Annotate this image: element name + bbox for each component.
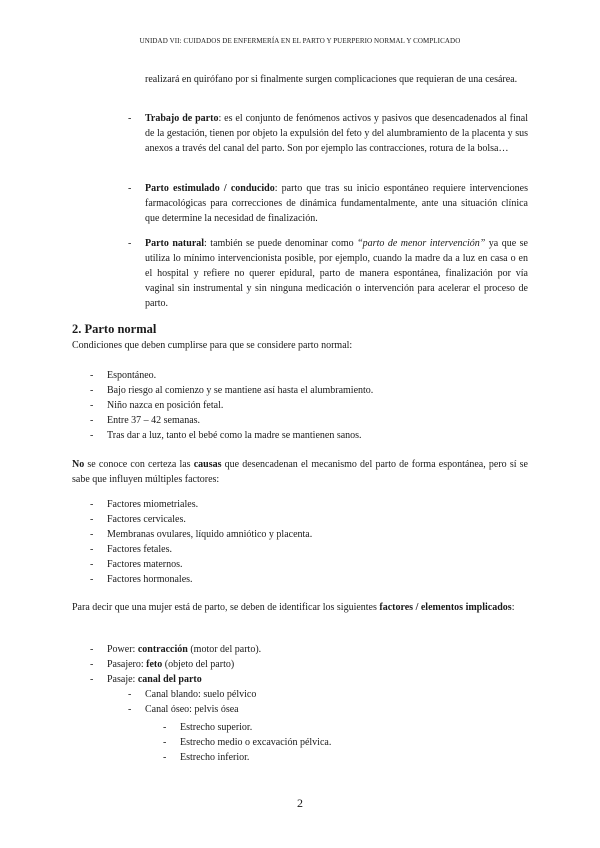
- item-text: (objeto del parto): [162, 659, 235, 670]
- bullet-dash: -: [128, 113, 132, 124]
- bullet-dash: -: [128, 183, 132, 194]
- list-item: [90, 642, 510, 657]
- list-item: [90, 672, 510, 687]
- page-number: 2: [297, 796, 303, 810]
- item-text: Power:: [107, 644, 138, 655]
- list-item: - Canal óseo: pelvis ósea: [128, 702, 508, 717]
- list-item: - Niño nazca en posición fetal.: [90, 398, 510, 413]
- paragraph-text: Para decir que una mujer está de parto, se deben de identificar los siguientes: [72, 602, 380, 613]
- list-item: - Bajo riesgo al comienzo y se mantiene así hasta el alumbramiento.: [90, 383, 510, 398]
- term: Parto natural: [145, 238, 205, 249]
- definition-parto-estimulado: [128, 181, 528, 226]
- bullet-dash: -: [128, 238, 132, 249]
- list-item: - Estrecho inferior.: [163, 750, 503, 765]
- factors-list: [90, 497, 510, 587]
- bold-text: contracción: [137, 644, 188, 655]
- bold-text: canal del parto: [137, 674, 202, 685]
- definition-trabajo-de-parto: [128, 111, 528, 156]
- bold-text: causas: [193, 459, 222, 470]
- definition-text: ya que se utiliza lo mínimo intervencionista posible, por ejemplo, cuando la madre da a luz en casa o en el hospital y refiere no querer epidural, parto de manera espontánea, finalización por vía vaginal sin instrumental y sin ninguna medicación o intervención para acelerar el proceso de parto.: [145, 238, 528, 309]
- elements-list: [90, 642, 510, 687]
- section-heading: 2. Parto normal: [72, 322, 157, 336]
- running-header: UNIDAD VII: CUIDADOS DE ENFERMERÍA EN EL PARTO Y PUERPERIO NORMAL Y COMPLICADO: [139, 37, 461, 45]
- definition-text: : también se puede denominar como: [204, 238, 358, 249]
- definition-parto-natural: [128, 236, 528, 311]
- list-item: - Factores miometriales.: [90, 497, 510, 512]
- term: Parto estimulado / conducido: [145, 183, 275, 194]
- italic-quote: “parto de menor intervención”: [357, 238, 486, 249]
- list-item: - Factores hormonales.: [90, 572, 510, 587]
- item-text: (motor del parto).: [187, 644, 262, 655]
- list-item: [90, 657, 510, 672]
- definition-text: : es el conjunto de fenómenos activos y pasivos que desencadenados al final de la gestación, tienen por objeto la expulsión del feto y del alumbramiento de la placenta y sus anexos a través del canal del parto. Son por ejemplo las contracciones, rotura de la bolsa…: [145, 113, 528, 154]
- definition-text: : parto que tras su inicio espontáneo requiere intervenciones farmacológicas para correcciones de dinámica fundamentalmente, ante una situación clínica que determine la necesidad de finalización.: [145, 183, 528, 224]
- list-item: - Tras dar a luz, tanto el bebé como la madre se mantienen sanos.: [90, 428, 510, 443]
- list-item: - Entre 37 – 42 semanas.: [90, 413, 510, 428]
- list-item: - Factores fetales.: [90, 542, 510, 557]
- bony-canal-list: [163, 720, 503, 765]
- term: Trabajo de parto: [145, 113, 219, 124]
- elements-paragraph: [72, 600, 528, 615]
- conditions-list: [90, 368, 510, 443]
- paragraph-text: se conoce con certeza las: [84, 459, 194, 470]
- conditions-intro: Condiciones que deben cumplirse para que se considere parto normal:: [72, 340, 353, 351]
- list-item: - Factores maternos.: [90, 557, 510, 572]
- list-item: - Estrecho medio o excavación pélvica.: [163, 735, 503, 750]
- causes-paragraph: [72, 457, 528, 487]
- paragraph-text: que desencadenan el mecanismo del parto de forma espontánea, pero sí se sabe que influyen múltiples factores:: [72, 459, 528, 485]
- continuation-paragraph: realizará en quirófano por si finalmente surgen complicaciones que requieran de una cesárea.: [145, 74, 518, 85]
- paragraph-text: :: [511, 602, 515, 613]
- list-item: - Canal blando: suelo pélvico: [128, 687, 508, 702]
- list-item: - Membranas ovulares, líquido amniótico y placenta.: [90, 527, 510, 542]
- list-item: - Estrecho superior.: [163, 720, 503, 735]
- canal-types-list: [128, 687, 508, 717]
- bold-text: factores / elementos implicados: [379, 602, 512, 613]
- bold-text: feto: [146, 659, 163, 670]
- item-text: Pasaje:: [107, 674, 138, 685]
- list-item: - Espontáneo.: [90, 368, 510, 383]
- item-text: Pasajero:: [107, 659, 147, 670]
- list-item: - Factores cervicales.: [90, 512, 510, 527]
- bold-text: No: [72, 459, 85, 470]
